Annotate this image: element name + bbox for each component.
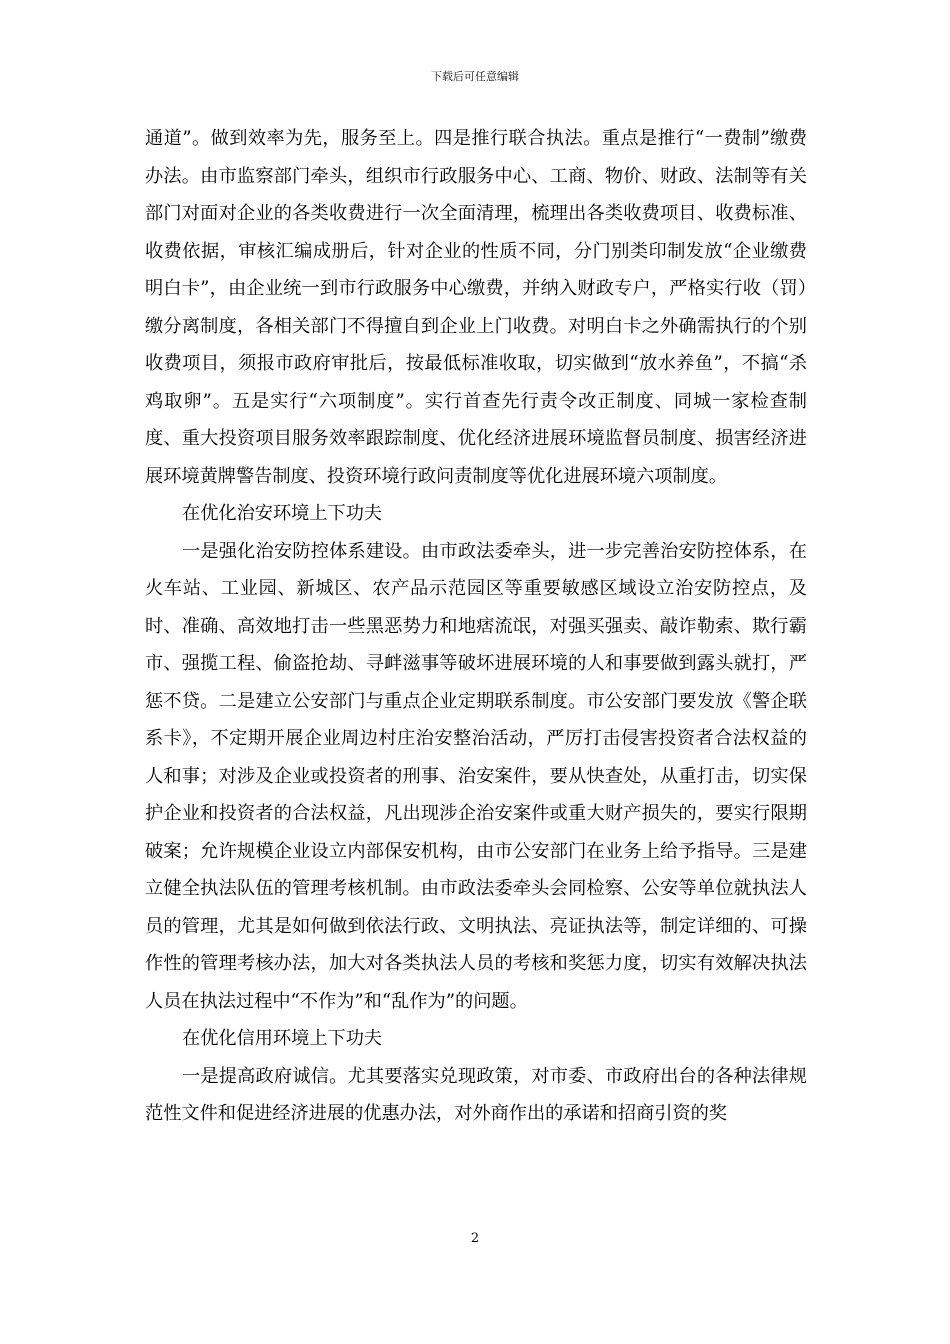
section-heading-public-security: 在优化治安环境上下功夫 xyxy=(182,503,383,524)
page-header: 下载后可任意编辑 xyxy=(431,70,519,83)
page-number: 2 xyxy=(470,1231,480,1246)
document-body xyxy=(145,120,807,1133)
paragraph-credit: 一是提高政府诚信。尤其要落实兑现政策，对市委、市政府出台的各种法律规范性文件和促进经济进展的优惠办法，对外商作出的承诺和招商引资的奖 xyxy=(145,1065,807,1124)
paragraph-continuation: 通道”。做到效率为先，服务至上。四是推行联合执法。重点是推行“一费制”缴费办法。由市监察部门牵头，组织市行政服务中心、工商、物价、财政、法制等有关部门对面对企业的各类收费进行一次全面清理，梳理出各类收费项目、收费标准、收费依据，审核汇编成册后，针对企业的性质不同，分门别类印制发放“企业缴费明白卡”，由企业统一到市行政服务中心缴费，并纳入财政专户，严格实行收（罚）缴分离制度，各相关部门不得擅自到企业上门收费。对明白卡之外确需执行的个别收费项目，须报市政府审批后，按最低标准收取，切实做到“放水养鱼”，不搞“杀鸡取卵”。五是实行“六项制度”。实行首查先行责令改正制度、同城一家检查制度、重大投资项目服务效率跟踪制度、优化经济进展环境监督员制度、损害经济进展环境黄牌警告制度、投资环境行政问责制度等优化进展环境六项制度。 xyxy=(145,128,807,487)
section-heading-credit: 在优化信用环境上下功夫 xyxy=(182,1028,383,1049)
paragraph-public-security: 一是强化治安防控体系建设。由市政法委牵头，进一步完善治安防控体系，在火车站、工业园、新城区、农产品示范园区等重要敏感区域设立治安防控点，及时、准确、高效地打击一些黑恶势力和地痞流氓，对强买强卖、敲诈勒索、欺行霸市、强揽工程、偷盗抢劫、寻衅滋事等破坏进展环境的人和事要做到露头就打，严惩不贷。二是建立公安部门与重点企业定期联系制度。市公安部门要发放《警企联系卡》，不定期开展企业周边村庄治安整治活动，严厉打击侵害投资者合法权益的人和事；对涉及企业或投资者的刑事、治安案件，要从快查处，从重打击，切实保护企业和投资者的合法权益，凡出现涉企治安案件或重大财产损失的，要实行限期破案；允许规模企业设立内部保安机构，由市公安部门在业务上给予指导。三是建立健全执法队伍的管理考核机制。由市政法委牵头会同检察、公安等单位就执法人员的管理，尤其是如何做到依法行政、文明执法、亮证执法等，制定详细的、可操作性的管理考核办法，加大对各类执法人员的考核和奖惩力度，切实有效解决执法人员在执法过程中“不作为”和“乱作为”的问题。 xyxy=(145,540,807,1012)
